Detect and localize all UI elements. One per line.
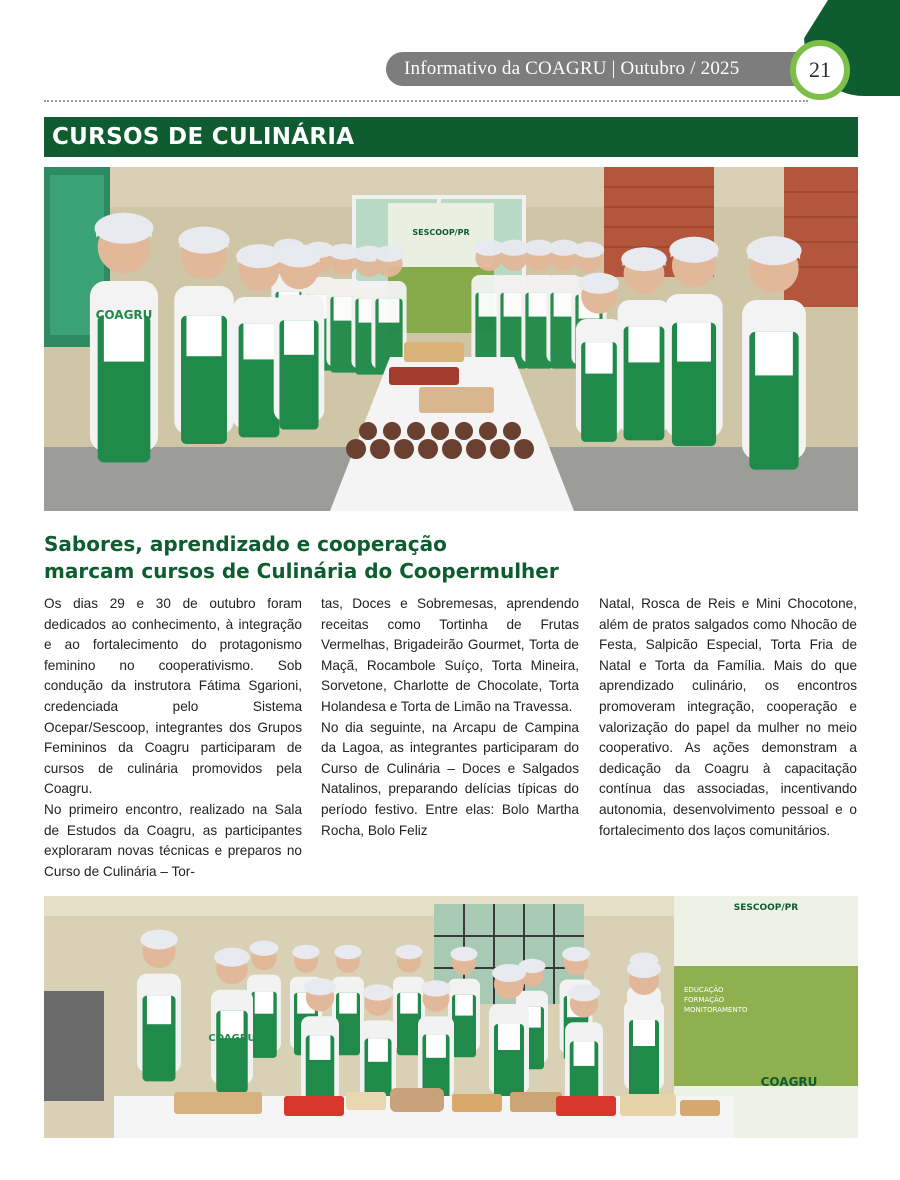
article-column-2 — [321, 594, 579, 841]
header-divider — [44, 100, 808, 102]
publication-title: Informativo da COAGRU | Outubro / 2025 — [404, 58, 740, 79]
banner-footer-brand: COAGRU — [760, 1075, 818, 1089]
article-column-1 — [44, 594, 302, 882]
page-number-badge — [790, 40, 850, 100]
top-group-photo — [44, 167, 858, 511]
banner-line-2: FORMAÇÃO — [684, 996, 725, 1004]
page-number: 21 — [809, 57, 831, 82]
bottom-banner-brand: SESCOOP/PR — [733, 903, 799, 913]
banner-line-1: EDUCAÇÃO — [684, 986, 724, 994]
bottom-apron-brand: COAGRU — [208, 1033, 256, 1044]
headline-line-2: marcam cursos de Culinária do Coopermulher — [44, 559, 559, 583]
article-paragraph: Os dias 29 e 30 de outubro foram dedicados ao conhecimento, à integração e ao fortalecimento do protagonismo feminino no cooperativismo. Sob condução da instrutora Fátima Sgarioni, credenciada pelo Sistema Ocepar/Sescoop, integrantes dos Grupos Femininos da Coagru participaram de cursos de culinária promovidos pela Coagru. — [44, 596, 302, 797]
headline-line-1: Sabores, aprendizado e cooperação — [44, 532, 447, 556]
section-title-bar — [44, 117, 858, 157]
article-paragraph: No dia seguinte, na Arcapu de Campina da Lagoa, as integrantes participaram do Curso de Culinária – Doces e Salgados Natalinos, preparando delícias típicas do período festivo. Entre elas: Bolo Martha Rocha, Bolo Feliz — [321, 719, 579, 838]
publication-header — [386, 52, 806, 86]
article-paragraph: Natal, Rosca de Reis e Mini Chocotone, além de pratos salgados como Nhocão de Festa, Salpicão Especial, Torta Fria de Natal e Torta da Família. Mais do que aprendizado culinário, os encontros promoveram integração, cooperação e valorização do papel da mulher no meio cooperativo. As ações demonstram a dedicação da Coagru à capacitação contínua das associadas, incentivando autonomia, desenvolvimento pessoal e o fortalecimento dos laços comunitários. — [599, 596, 857, 838]
top-banner-brand: SESCOOP/PR — [412, 228, 470, 237]
bottom-group-photo — [44, 896, 858, 1138]
article-paragraph: No primeiro encontro, realizado na Sala de Estudos da Coagru, as participantes exploraram novas técnicas e preparos no Curso de Culinária – Tor- — [44, 801, 302, 879]
article-column-3 — [599, 594, 857, 841]
section-title: CURSOS DE CULINÁRIA — [52, 124, 355, 150]
article-paragraph: tas, Doces e Sobremesas, aprendendo receitas como Tortinha de Frutas Vermelhas, Brigadeirão Gourmet, Torta de Maçã, Rocambole Suíço, Torta Mineira, Sorvetone, Charlotte de Chocolate, Torta Holandesa e Torta de Limão na Travessa. — [321, 596, 579, 714]
top-apron-brand: COAGRU — [95, 308, 153, 322]
banner-line-3: MONITORAMENTO — [684, 1006, 748, 1014]
article-headline — [44, 531, 858, 585]
